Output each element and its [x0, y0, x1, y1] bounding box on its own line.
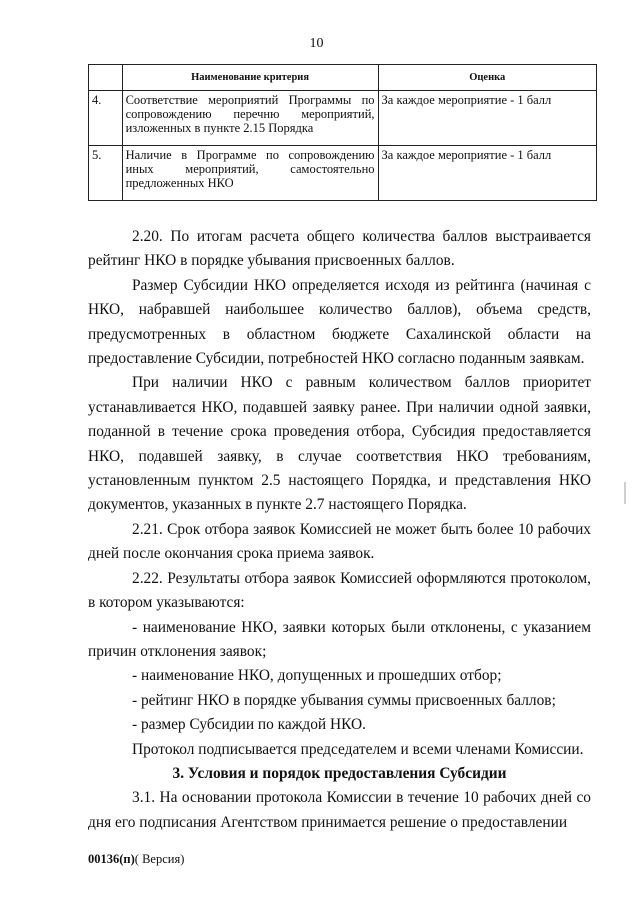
footer-version: ( Версия): [134, 852, 185, 866]
row-score: За каждое мероприятие - 1 балл: [378, 91, 596, 146]
footer-code: 00136(п): [88, 852, 135, 866]
document-body: [88, 225, 591, 835]
row-score: За каждое мероприятие - 1 балл: [378, 146, 596, 201]
header-score: Оценка: [378, 65, 596, 91]
row-number: 4.: [89, 91, 123, 146]
list-item: - размер Субсидии по каждой НКО.: [132, 716, 366, 734]
table-row: [89, 146, 597, 201]
row-criterion: Наличие в Программе по сопровождению иных мероприятий, самостоятельно предложенных НКО: [122, 146, 378, 201]
table-row: [89, 91, 597, 146]
paragraph-2-21: 2.21. Срок отбора заявок Комиссией не может быть более 10 рабочих дней после окончания срока приема заявок.: [88, 520, 591, 563]
list-item: - наименование НКО, заявки которых были отклонены, с указанием причин отклонения заявок;: [88, 618, 591, 660]
paragraph-protocol-signing: Протокол подписывается председателем и всеми членами Комиссии.: [132, 740, 584, 758]
footer-document-code: [88, 852, 184, 867]
page-number: 10: [309, 36, 324, 51]
scan-artifact: [624, 482, 626, 504]
header-criterion: Наименование критерия: [122, 65, 378, 91]
paragraph-subsidy-size: Размер Субсидии НКО определяется исходя из рейтинга (начиная с НКО, набравшей наибольшее количество баллов), объема средств, предусмотренных в областном бюджете Сахалинской области на предоставление Субсидии, потребностей НКО согласно поданным заявкам.: [88, 276, 591, 368]
row-number: 5.: [89, 146, 123, 201]
paragraph-3-1: 3.1. На основании протокола Комиссии в течение 10 рабочих дней со дня его подписания Агентством принимается решение о предоставлении: [88, 789, 591, 831]
list-item: - рейтинг НКО в порядке убывания суммы присвоенных баллов;: [132, 691, 556, 709]
paragraph-priority: При наличии НКО с равным количеством баллов приоритет устанавливается НКО, подавшей заявку ранее. При наличии одной заявки, поданной в течение срока проведения отбора, Субсидия предоставляется НКО, подавшей заявку, в случае соответствия НКО требованиям, установленным пунктом 2.5 настоящего Порядка, и представления НКО документов, указанных в пункте 2.7 настоящего Порядка.: [88, 374, 591, 514]
header-number: [89, 65, 123, 91]
criteria-table: [88, 64, 597, 201]
paragraph-2-22: 2.22. Результаты отбора заявок Комиссией оформляются протоколом, в котором указываются:: [88, 569, 591, 612]
row-criterion: Соответствие мероприятий Программы по сопровождению перечню мероприятий, изложенных в пункте 2.15 Порядка: [122, 91, 378, 146]
paragraph-2-20: 2.20. По итогам расчета общего количества баллов выстраивается рейтинг НКО в порядке убывания присвоенных баллов.: [88, 228, 591, 270]
section-heading: 3. Условия и порядок предоставления Субсидии: [172, 764, 507, 782]
list-item: - наименование НКО, допущенных и прошедших отбор;: [132, 667, 502, 685]
table-header-row: [89, 65, 597, 91]
